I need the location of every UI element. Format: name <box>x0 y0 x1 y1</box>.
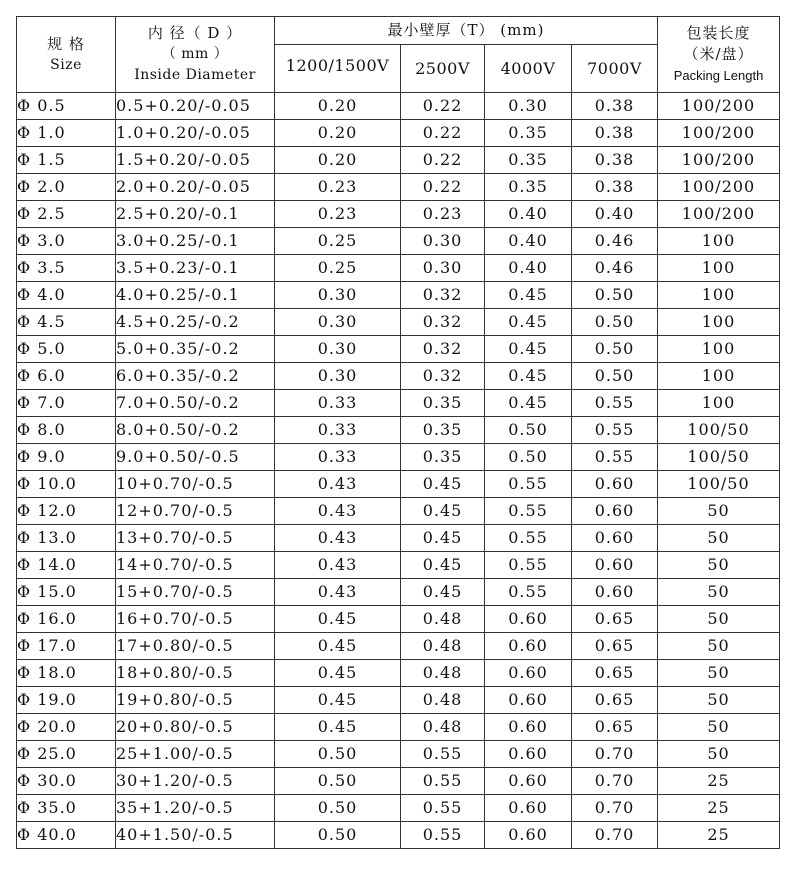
thickness-1200-1500v-cell: 0.20 <box>275 120 401 147</box>
header-packing-length <box>658 17 780 93</box>
inside-diameter-cell: 6.0+0.35/-0.2 <box>116 363 275 390</box>
thickness-4000v-cell: 0.45 <box>485 390 572 417</box>
table-row <box>17 687 780 714</box>
thickness-7000v-cell: 0.55 <box>572 390 658 417</box>
table-row <box>17 795 780 822</box>
thickness-4000v-cell: 0.60 <box>485 741 572 768</box>
packing-length-cell: 100/50 <box>658 444 780 471</box>
inside-diameter-cell: 4.0+0.25/-0.1 <box>116 282 275 309</box>
table-row <box>17 768 780 795</box>
size-cell: Φ 7.0 <box>17 390 116 417</box>
packing-length-cell: 50 <box>658 525 780 552</box>
thickness-7000v-cell: 0.50 <box>572 309 658 336</box>
thickness-2500v-cell: 0.55 <box>401 822 485 849</box>
thickness-1200-1500v-cell: 0.33 <box>275 444 401 471</box>
thickness-1200-1500v-cell: 0.50 <box>275 741 401 768</box>
thickness-1200-1500v-cell: 0.43 <box>275 525 401 552</box>
thickness-1200-1500v-cell: 0.50 <box>275 795 401 822</box>
packing-length-cell: 50 <box>658 714 780 741</box>
size-cell: Φ 13.0 <box>17 525 116 552</box>
size-cell: Φ 40.0 <box>17 822 116 849</box>
header-voltage-4000: 4000V <box>485 45 572 93</box>
thickness-4000v-cell: 0.60 <box>485 606 572 633</box>
thickness-4000v-cell: 0.60 <box>485 768 572 795</box>
thickness-1200-1500v-cell: 0.43 <box>275 552 401 579</box>
packing-length-cell: 100/50 <box>658 471 780 498</box>
table-row <box>17 552 780 579</box>
thickness-1200-1500v-cell: 0.33 <box>275 390 401 417</box>
thickness-4000v-cell: 0.55 <box>485 525 572 552</box>
thickness-7000v-cell: 0.38 <box>572 93 658 120</box>
thickness-2500v-cell: 0.55 <box>401 795 485 822</box>
thickness-4000v-cell: 0.40 <box>485 228 572 255</box>
thickness-7000v-cell: 0.70 <box>572 795 658 822</box>
header-diameter-cn: 内 径（ D ） <box>147 24 243 42</box>
thickness-4000v-cell: 0.45 <box>485 336 572 363</box>
inside-diameter-cell: 19+0.80/-0.5 <box>116 687 275 714</box>
packing-length-cell: 100 <box>658 282 780 309</box>
inside-diameter-cell: 40+1.50/-0.5 <box>116 822 275 849</box>
inside-diameter-cell: 2.5+0.20/-0.1 <box>116 201 275 228</box>
table-row <box>17 147 780 174</box>
header-voltage-1200-1500 <box>275 45 401 93</box>
thickness-1200-1500v-cell: 0.50 <box>275 822 401 849</box>
size-cell: Φ 1.5 <box>17 147 116 174</box>
thickness-1200-1500v-cell: 0.30 <box>275 336 401 363</box>
thickness-7000v-cell: 0.38 <box>572 147 658 174</box>
thickness-4000v-cell: 0.45 <box>485 282 572 309</box>
header-packing-en: Packing Length <box>673 68 764 83</box>
thickness-1200-1500v-cell: 0.30 <box>275 309 401 336</box>
thickness-2500v-cell: 0.22 <box>401 120 485 147</box>
table-row <box>17 390 780 417</box>
size-cell: Φ 15.0 <box>17 579 116 606</box>
thickness-1200-1500v-cell: 0.25 <box>275 255 401 282</box>
table-row <box>17 444 780 471</box>
thickness-1200-1500v-cell: 0.23 <box>275 201 401 228</box>
thickness-7000v-cell: 0.70 <box>572 741 658 768</box>
thickness-1200-1500v-cell: 0.23 <box>275 174 401 201</box>
packing-length-cell: 100 <box>658 363 780 390</box>
thickness-2500v-cell: 0.32 <box>401 336 485 363</box>
table-row <box>17 471 780 498</box>
size-cell: Φ 0.5 <box>17 93 116 120</box>
thickness-4000v-cell: 0.60 <box>485 633 572 660</box>
thickness-4000v-cell: 0.45 <box>485 363 572 390</box>
thickness-4000v-cell: 0.45 <box>485 309 572 336</box>
thickness-7000v-cell: 0.60 <box>572 498 658 525</box>
thickness-1200-1500v-cell: 0.33 <box>275 417 401 444</box>
header-packing-cn: 包装长度 <box>686 24 751 42</box>
packing-length-cell: 100 <box>658 228 780 255</box>
header-size-cn: 规 格 <box>47 34 85 53</box>
inside-diameter-cell: 16+0.70/-0.5 <box>116 606 275 633</box>
header-voltage-1200-1500-label: 1200/1500V <box>285 55 390 75</box>
thickness-7000v-cell: 0.65 <box>572 687 658 714</box>
thickness-7000v-cell: 0.65 <box>572 714 658 741</box>
size-cell: Φ 4.5 <box>17 309 116 336</box>
thickness-1200-1500v-cell: 0.45 <box>275 714 401 741</box>
inside-diameter-cell: 2.0+0.20/-0.05 <box>116 174 275 201</box>
thickness-7000v-cell: 0.50 <box>572 363 658 390</box>
thickness-7000v-cell: 0.65 <box>572 633 658 660</box>
size-cell: Φ 19.0 <box>17 687 116 714</box>
thickness-1200-1500v-cell: 0.45 <box>275 687 401 714</box>
table-row <box>17 714 780 741</box>
packing-length-cell: 50 <box>658 552 780 579</box>
table-row <box>17 255 780 282</box>
table-header <box>17 17 780 93</box>
packing-length-cell: 50 <box>658 579 780 606</box>
thickness-2500v-cell: 0.45 <box>401 525 485 552</box>
header-packing-unit: （米/盘） <box>683 45 754 63</box>
thickness-7000v-cell: 0.60 <box>572 525 658 552</box>
inside-diameter-cell: 3.5+0.23/-0.1 <box>116 255 275 282</box>
size-cell: Φ 18.0 <box>17 660 116 687</box>
thickness-2500v-cell: 0.22 <box>401 174 485 201</box>
inside-diameter-cell: 3.0+0.25/-0.1 <box>116 228 275 255</box>
thickness-2500v-cell: 0.48 <box>401 633 485 660</box>
header-diameter-en: Inside Diameter <box>134 67 256 83</box>
table-row <box>17 363 780 390</box>
thickness-4000v-cell: 0.60 <box>485 687 572 714</box>
table-row <box>17 822 780 849</box>
size-cell: Φ 3.5 <box>17 255 116 282</box>
thickness-1200-1500v-cell: 0.43 <box>275 579 401 606</box>
thickness-7000v-cell: 0.50 <box>572 336 658 363</box>
packing-length-cell: 100/50 <box>658 417 780 444</box>
table-row <box>17 579 780 606</box>
thickness-4000v-cell: 0.40 <box>485 201 572 228</box>
inside-diameter-cell: 20+0.80/-0.5 <box>116 714 275 741</box>
packing-length-cell: 100/200 <box>658 174 780 201</box>
size-cell: Φ 12.0 <box>17 498 116 525</box>
thickness-1200-1500v-cell: 0.50 <box>275 768 401 795</box>
thickness-1200-1500v-cell: 0.30 <box>275 363 401 390</box>
thickness-2500v-cell: 0.45 <box>401 552 485 579</box>
size-cell: Φ 10.0 <box>17 471 116 498</box>
packing-length-cell: 50 <box>658 633 780 660</box>
thickness-2500v-cell: 0.30 <box>401 228 485 255</box>
inside-diameter-cell: 14+0.70/-0.5 <box>116 552 275 579</box>
thickness-7000v-cell: 0.46 <box>572 228 658 255</box>
thickness-7000v-cell: 0.65 <box>572 606 658 633</box>
table-row <box>17 633 780 660</box>
thickness-7000v-cell: 0.60 <box>572 471 658 498</box>
size-cell: Φ 20.0 <box>17 714 116 741</box>
thickness-2500v-cell: 0.22 <box>401 93 485 120</box>
thickness-2500v-cell: 0.48 <box>401 606 485 633</box>
thickness-2500v-cell: 0.32 <box>401 309 485 336</box>
header-voltage-2500: 2500V <box>401 45 485 93</box>
packing-length-cell: 100/200 <box>658 147 780 174</box>
thickness-4000v-cell: 0.40 <box>485 255 572 282</box>
packing-length-cell: 100/200 <box>658 201 780 228</box>
size-cell: Φ 25.0 <box>17 741 116 768</box>
thickness-2500v-cell: 0.55 <box>401 768 485 795</box>
thickness-7000v-cell: 0.55 <box>572 444 658 471</box>
inside-diameter-cell: 30+1.20/-0.5 <box>116 768 275 795</box>
thickness-7000v-cell: 0.60 <box>572 579 658 606</box>
thickness-2500v-cell: 0.55 <box>401 741 485 768</box>
thickness-2500v-cell: 0.45 <box>401 579 485 606</box>
thickness-4000v-cell: 0.50 <box>485 444 572 471</box>
thickness-1200-1500v-cell: 0.20 <box>275 147 401 174</box>
size-cell: Φ 17.0 <box>17 633 116 660</box>
thickness-7000v-cell: 0.50 <box>572 282 658 309</box>
table-row <box>17 174 780 201</box>
thickness-7000v-cell: 0.70 <box>572 822 658 849</box>
thickness-2500v-cell: 0.48 <box>401 714 485 741</box>
table-row <box>17 228 780 255</box>
packing-length-cell: 100 <box>658 390 780 417</box>
thickness-2500v-cell: 0.45 <box>401 471 485 498</box>
thickness-2500v-cell: 0.30 <box>401 255 485 282</box>
thickness-1200-1500v-cell: 0.25 <box>275 228 401 255</box>
thickness-7000v-cell: 0.46 <box>572 255 658 282</box>
packing-length-cell: 50 <box>658 606 780 633</box>
inside-diameter-cell: 7.0+0.50/-0.2 <box>116 390 275 417</box>
inside-diameter-cell: 1.0+0.20/-0.05 <box>116 120 275 147</box>
packing-length-cell: 25 <box>658 822 780 849</box>
packing-length-cell: 50 <box>658 741 780 768</box>
packing-length-cell: 25 <box>658 768 780 795</box>
inside-diameter-cell: 12+0.70/-0.5 <box>116 498 275 525</box>
packing-length-cell: 100 <box>658 309 780 336</box>
size-cell: Φ 35.0 <box>17 795 116 822</box>
thickness-2500v-cell: 0.45 <box>401 498 485 525</box>
thickness-4000v-cell: 0.35 <box>485 120 572 147</box>
packing-length-cell: 100 <box>658 255 780 282</box>
inside-diameter-cell: 25+1.00/-0.5 <box>116 741 275 768</box>
packing-length-cell: 100 <box>658 336 780 363</box>
packing-length-cell: 25 <box>658 795 780 822</box>
thickness-7000v-cell: 0.55 <box>572 417 658 444</box>
table-row <box>17 498 780 525</box>
size-cell: Φ 2.5 <box>17 201 116 228</box>
size-cell: Φ 14.0 <box>17 552 116 579</box>
thickness-1200-1500v-cell: 0.30 <box>275 282 401 309</box>
table-row <box>17 606 780 633</box>
inside-diameter-cell: 0.5+0.20/-0.05 <box>116 93 275 120</box>
table-row <box>17 120 780 147</box>
size-cell: Φ 9.0 <box>17 444 116 471</box>
table-row <box>17 309 780 336</box>
size-cell: Φ 6.0 <box>17 363 116 390</box>
inside-diameter-cell: 18+0.80/-0.5 <box>116 660 275 687</box>
size-cell: Φ 3.0 <box>17 228 116 255</box>
thickness-2500v-cell: 0.48 <box>401 660 485 687</box>
thickness-7000v-cell: 0.60 <box>572 552 658 579</box>
thickness-4000v-cell: 0.30 <box>485 93 572 120</box>
thickness-4000v-cell: 0.60 <box>485 822 572 849</box>
thickness-1200-1500v-cell: 0.43 <box>275 471 401 498</box>
thickness-2500v-cell: 0.35 <box>401 417 485 444</box>
thickness-1200-1500v-cell: 0.45 <box>275 660 401 687</box>
packing-length-cell: 100/200 <box>658 120 780 147</box>
inside-diameter-cell: 15+0.70/-0.5 <box>116 579 275 606</box>
inside-diameter-cell: 8.0+0.50/-0.2 <box>116 417 275 444</box>
inside-diameter-cell: 5.0+0.35/-0.2 <box>116 336 275 363</box>
thickness-2500v-cell: 0.32 <box>401 363 485 390</box>
spec-table <box>16 16 780 849</box>
table-row <box>17 525 780 552</box>
inside-diameter-cell: 1.5+0.20/-0.05 <box>116 147 275 174</box>
thickness-4000v-cell: 0.35 <box>485 147 572 174</box>
thickness-4000v-cell: 0.60 <box>485 795 572 822</box>
header-inside-diameter <box>116 17 275 93</box>
thickness-4000v-cell: 0.60 <box>485 660 572 687</box>
table-row <box>17 660 780 687</box>
size-cell: Φ 1.0 <box>17 120 116 147</box>
header-size <box>17 17 116 93</box>
size-cell: Φ 8.0 <box>17 417 116 444</box>
packing-length-cell: 50 <box>658 660 780 687</box>
thickness-2500v-cell: 0.22 <box>401 147 485 174</box>
thickness-1200-1500v-cell: 0.45 <box>275 606 401 633</box>
thickness-1200-1500v-cell: 0.43 <box>275 498 401 525</box>
size-cell: Φ 2.0 <box>17 174 116 201</box>
packing-length-cell: 100/200 <box>658 93 780 120</box>
thickness-1200-1500v-cell: 0.45 <box>275 633 401 660</box>
thickness-7000v-cell: 0.40 <box>572 201 658 228</box>
thickness-2500v-cell: 0.35 <box>401 444 485 471</box>
thickness-2500v-cell: 0.48 <box>401 687 485 714</box>
inside-diameter-cell: 9.0+0.50/-0.5 <box>116 444 275 471</box>
table-row <box>17 741 780 768</box>
thickness-4000v-cell: 0.55 <box>485 471 572 498</box>
thickness-4000v-cell: 0.35 <box>485 174 572 201</box>
thickness-4000v-cell: 0.60 <box>485 714 572 741</box>
table-row <box>17 282 780 309</box>
thickness-4000v-cell: 0.55 <box>485 552 572 579</box>
size-cell: Φ 5.0 <box>17 336 116 363</box>
thickness-7000v-cell: 0.65 <box>572 660 658 687</box>
table-body <box>17 93 780 849</box>
thickness-4000v-cell: 0.50 <box>485 417 572 444</box>
size-cell: Φ 4.0 <box>17 282 116 309</box>
table-row <box>17 336 780 363</box>
thickness-7000v-cell: 0.38 <box>572 174 658 201</box>
header-min-wall-thickness: 最小壁厚（T） (mm) <box>275 17 658 45</box>
thickness-4000v-cell: 0.55 <box>485 579 572 606</box>
thickness-2500v-cell: 0.23 <box>401 201 485 228</box>
inside-diameter-cell: 17+0.80/-0.5 <box>116 633 275 660</box>
inside-diameter-cell: 13+0.70/-0.5 <box>116 525 275 552</box>
inside-diameter-cell: 10+0.70/-0.5 <box>116 471 275 498</box>
thickness-7000v-cell: 0.38 <box>572 120 658 147</box>
packing-length-cell: 50 <box>658 498 780 525</box>
inside-diameter-cell: 4.5+0.25/-0.2 <box>116 309 275 336</box>
thickness-2500v-cell: 0.35 <box>401 390 485 417</box>
table-row <box>17 93 780 120</box>
thickness-2500v-cell: 0.32 <box>401 282 485 309</box>
packing-length-cell: 50 <box>658 687 780 714</box>
thickness-7000v-cell: 0.70 <box>572 768 658 795</box>
thickness-4000v-cell: 0.55 <box>485 498 572 525</box>
thickness-1200-1500v-cell: 0.20 <box>275 93 401 120</box>
header-diameter-unit: （ mm ） <box>161 46 229 62</box>
table-row <box>17 201 780 228</box>
size-cell: Φ 30.0 <box>17 768 116 795</box>
header-voltage-7000: 7000V <box>572 45 658 93</box>
size-cell: Φ 16.0 <box>17 606 116 633</box>
header-size-en: Size <box>50 56 82 73</box>
inside-diameter-cell: 35+1.20/-0.5 <box>116 795 275 822</box>
table-row <box>17 417 780 444</box>
